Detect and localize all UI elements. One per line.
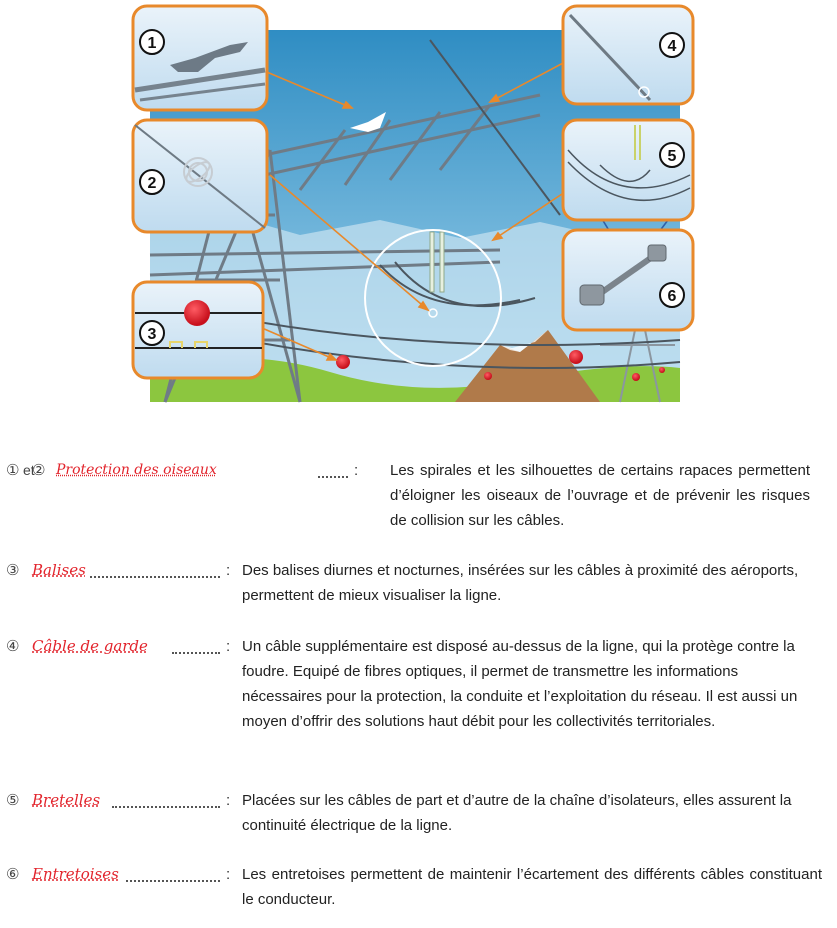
legend-colon: : [226, 562, 231, 579]
power-line-illustration [0, 0, 837, 420]
legend-label: Entretoises [32, 865, 119, 883]
legend-connector: et [23, 462, 35, 478]
callout-number-1: 1 [147, 35, 157, 52]
callout-number-3: 3 [147, 326, 157, 343]
marker-ball [484, 372, 492, 380]
legend-colon: : [226, 792, 231, 809]
callout-box-6 [563, 230, 693, 330]
callout-number-2: 2 [147, 175, 157, 192]
marker-ball [336, 355, 350, 369]
legend-number: ⑤ [6, 791, 20, 809]
callout-box-5 [563, 120, 693, 220]
legend-label: Bretelles [32, 791, 101, 809]
marker-ball [632, 373, 640, 381]
marker-ball-icon [184, 300, 210, 326]
callout-number-5: 5 [667, 148, 677, 165]
legend-description: Les entretoises permettent de maintenir l’écartement des différents câbles constituant le conducteur. [242, 866, 822, 908]
legend-number: ② [32, 461, 46, 479]
legend-number: ① [6, 461, 20, 479]
legend-item-bird-protection [0, 458, 837, 538]
legend-number: ⑥ [6, 865, 20, 883]
legend-label: Câble de garde [32, 637, 148, 655]
callout-box-1 [133, 6, 267, 110]
dotted-leader [90, 560, 220, 578]
legend-label: Protection des oiseaux [56, 462, 217, 478]
callout-number-6: 6 [667, 288, 677, 305]
dotted-leader [126, 864, 220, 882]
callout-box-4 [563, 6, 693, 104]
legend-description: Des balises diurnes et nocturnes, insérées sur les câbles à proximité des aéroports, permettent de mieux visualiser la ligne. [242, 562, 799, 604]
legend-item-spacers [0, 862, 837, 914]
legend-colon: : [226, 866, 231, 883]
legend-number: ④ [6, 637, 20, 655]
legend-description: Placées sur les câbles de part et d’autre de la chaîne d’isolateurs, elles assurent la continuité électrique de la ligne. [242, 792, 792, 834]
legend-description: Les spirales et les silhouettes de certains rapaces permettent d’éloigner les oiseaux de l’ouvrage et de prévenir les risques de collision sur les câbles. [390, 462, 810, 529]
legend-description: Un câble supplémentaire est disposé au-dessus de la ligne, qui la protège contre la foudre. Equipé de fibres optiques, il permet de transmettre les informations nécessaires pour la protection, la conduite et l’exploitation du réseau. Il est aussi un moyen d’offrir des solutions haut débit pour les collectivités territoriales. [242, 638, 798, 730]
legend-number: ③ [6, 561, 20, 579]
legend-label: Balises [32, 561, 86, 579]
marker-ball [659, 367, 665, 373]
callout-box-3 [133, 282, 263, 378]
dotted-leader [318, 460, 348, 478]
dotted-leader [112, 790, 220, 808]
callout-box-2 [133, 120, 267, 232]
legend-item-jumpers [0, 788, 837, 840]
legend-item-guard-cable [0, 634, 837, 762]
dotted-leader [172, 636, 220, 654]
callout-number-4: 4 [667, 38, 677, 55]
marker-ball [569, 350, 583, 364]
legend-colon: : [354, 462, 359, 479]
legend-item-markers [0, 558, 837, 610]
legend-colon: : [226, 638, 231, 655]
